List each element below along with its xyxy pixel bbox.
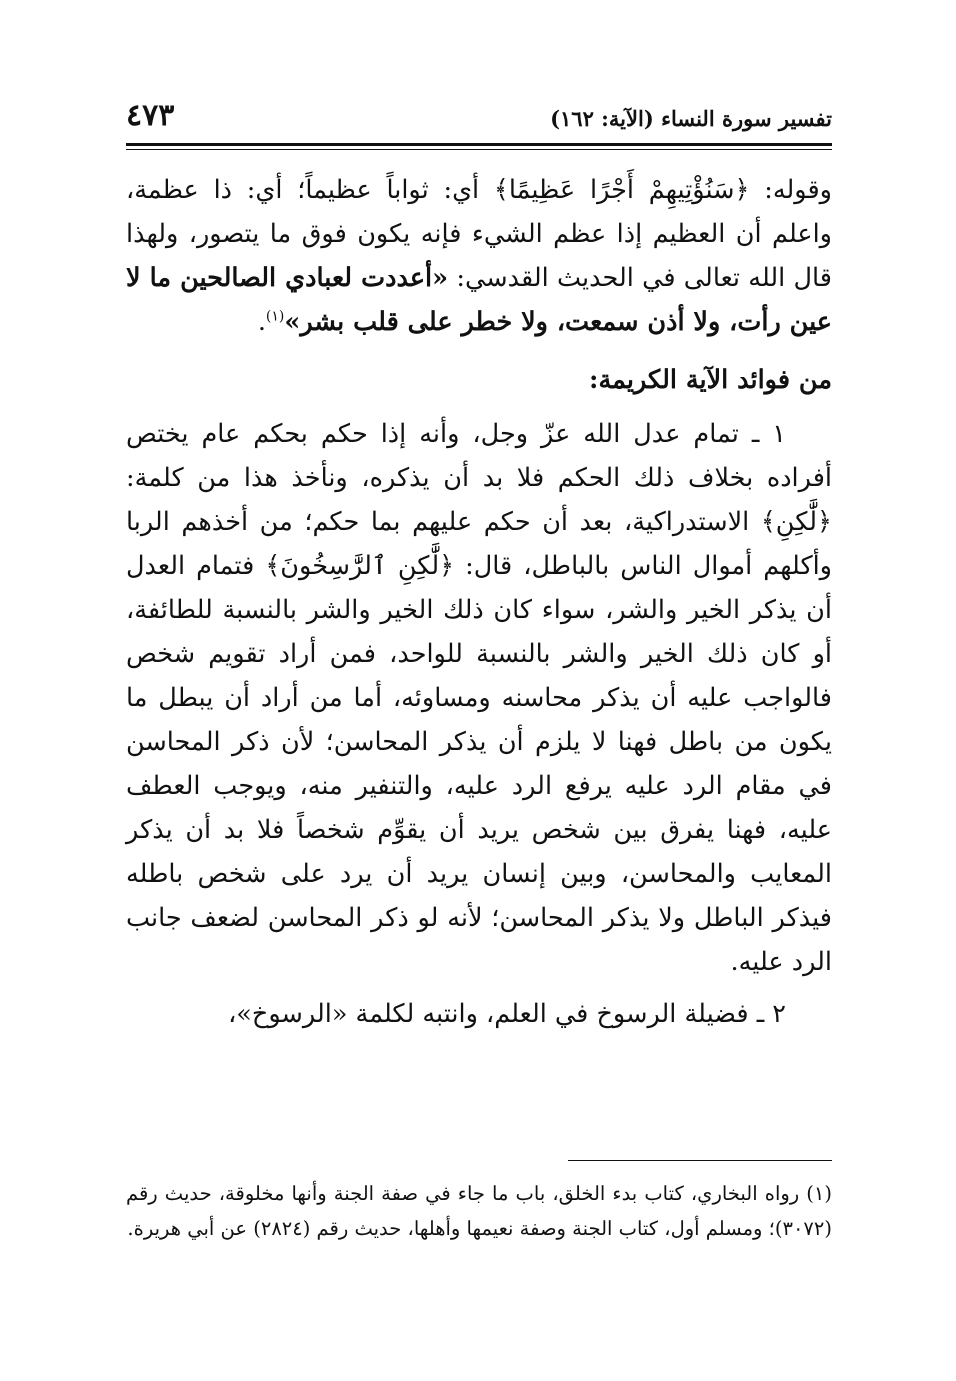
hadith-quote: «أعددت لعبادي الصالحين ما لا عين رأت، ولا أذن سمعت، ولا خطر على قلب بشر» [126, 263, 832, 337]
header-rule-thick [126, 143, 832, 146]
footnote-separator [568, 1160, 832, 1161]
section-heading: من فوائد الآية الكريمة: [589, 365, 832, 395]
benefit-1-paragraph [126, 412, 832, 984]
quran-quote: ﴿سَنُؤْتِيهِمْ أَجْرًا عَظِيمًا﴾ [493, 175, 750, 205]
intro-end: . [257, 307, 266, 337]
intro-text-1: وقوله: [749, 175, 832, 205]
footnote-paragraph [126, 1176, 832, 1246]
footnote-reference: (١) [265, 308, 285, 325]
page-number: ٤٧٣ [126, 98, 175, 133]
benefit-2-paragraph: ٢ ـ فضيلة الرسوخ في العلم، وانتبه لكلمة «الرسوخ»، [228, 999, 786, 1029]
benefit-1-text-c: فتمام العدل أن يذكر الخير والشر، سواء كان ذلك الخير والشر بالنسبة للطائفة، أو كان ذلك الخير والشر بالنسبة للواحد، فمن أراد تقويم شخص فالواجب عليه أن يذكر محاسنه ومساوئه، أما من أراد أن يبطل ما يكون من باطل فهنا لا يلزم أن يذكر المحاسن؛ لأن ذكر المحاسن في مقام الرد عليه يرفع الرد عليه، والتنفير منه، ويوجب العطف عليه، فهنا يفرق بين شخص يريد أن يقوِّم شخصاً فلا بد أن يذكر المعايب والمحاسن، وبين إنسان يريد أن يرد على شخص باطله فيذكر الباطل ولا يذكر المحاسن؛ لأنه لو ذكر المحاسن لضعف جانب الرد عليه. [126, 551, 832, 977]
quran-phrase-rasikhun: ﴿لَّٰكِنِ ٱلرَّٰسِخُونَ﴾ [265, 551, 455, 581]
footnote-text: رواه البخاري، كتاب بدء الخلق، باب ما جاء في صفة الجنة وأنها مخلوقة، حديث رقم (٣٠٧٢)؛ ومسلم أول، كتاب الجنة وصفة نعيمها وأهلها، حديث رقم (٢٨٢٤) عن أبي هريرة. [126, 1182, 832, 1240]
quran-word-lakin: ﴿لَّٰكِنِ﴾ [760, 507, 832, 537]
running-title: تفسير سورة النساء (الآية: ١٦٢) [550, 106, 832, 131]
footnote [126, 1176, 832, 1246]
intro-paragraph [126, 168, 832, 344]
intro-text-2: أي: ثواباً عظيماً؛ أي: ذا عظمة، واعلم أن العظيم إذا عظم الشيء فإنه يكون فوق ما يتصور، ولهذا قال الله تعالى في الحديث القدسي: [126, 175, 833, 293]
main-text [126, 168, 832, 1036]
header-rule-thin [126, 149, 832, 150]
page-header [126, 96, 832, 146]
footnote-mark: (١) [806, 1182, 832, 1205]
benefit-1-text-b: الاستدراكية، بعد أن حكم عليهم بما حكم؛ من أخذهم الربا وأكلهم أموال الناس بالباطل، قال: [126, 507, 832, 581]
benefit-1-text-a: ١ ـ تمام عدل الله عزّ وجل، وأنه إذا حكم بحكم عام يختص أفراده بخلاف ذلك الحكم فلا بد أن يذكره، ونأخذ هذا من كلمة: [126, 419, 832, 493]
